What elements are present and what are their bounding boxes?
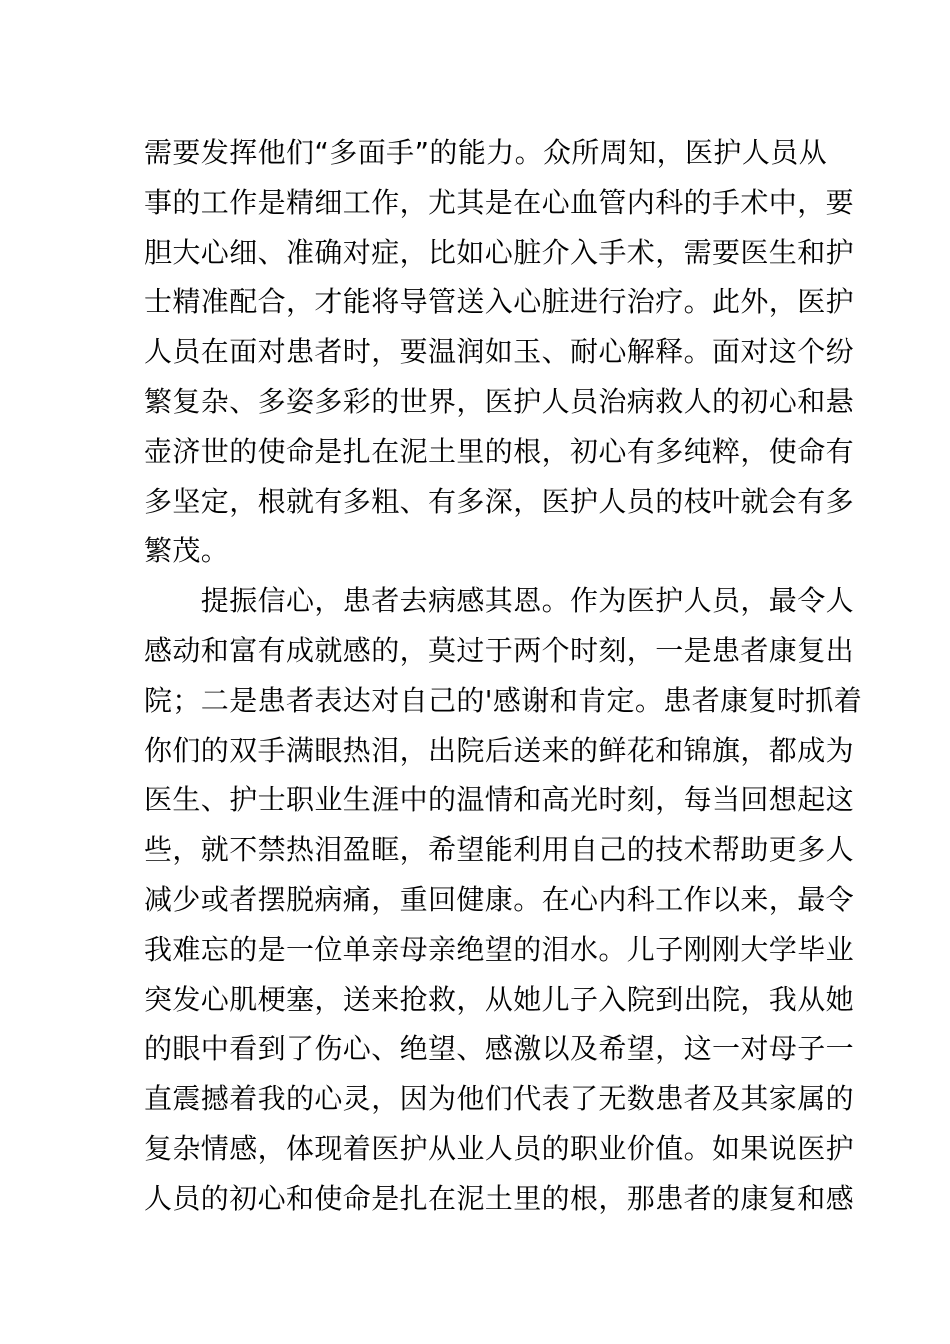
text-line: 突发心肌梗塞，送来抢救，从她儿子入院到出院，我从她	[144, 982, 855, 1016]
text-line: 减少或者摆脱病痛，重回健康。在心内科工作以来，最令	[144, 882, 855, 916]
text-line: 你们的双手满眼热泪，出院后送来的鲜花和锦旗，都成为	[144, 733, 855, 767]
text-line: 壶济世的使命是扎在泥土里的根，初心有多纯粹，使命有	[144, 434, 855, 468]
text-line: 人员在面对患者时，要温润如玉、耐心解释。面对这个纷	[144, 335, 855, 369]
text-line: 直震撼着我的心灵，因为他们代表了无数患者及其家属的	[144, 1082, 855, 1116]
body-text	[144, 128, 863, 1224]
text-line: 士精准配合，才能将导管送入心脏进行治疗。此外，医护	[144, 285, 855, 319]
text-line: 繁复杂、多姿多彩的世界，医护人员治病救人的初心和悬	[144, 384, 855, 418]
text-line: 院；二是患者表达对自己的'感谢和肯定。患者康复时抓着	[144, 683, 863, 717]
text-line: 医生、护士职业生涯中的温情和高光时刻，每当回想起这	[144, 783, 855, 817]
text-line: 我难忘的是一位单亲母亲绝望的泪水。儿子刚刚大学毕业	[144, 932, 855, 966]
text-line: 人员的初心和使命是扎在泥土里的根，那患者的康复和感	[144, 1181, 855, 1215]
text-line: 复杂情感，体现着医护从业人员的职业价值。如果说医护	[144, 1131, 855, 1165]
text-line: 胆大心细、准确对症，比如心脏介入手术，需要医生和护	[144, 235, 855, 269]
text-line: 感动和富有成就感的，莫过于两个时刻，一是患者康复出	[144, 633, 855, 667]
text-line: 提振信心，患者去病感其恩。作为医护人员，最令人	[144, 584, 855, 618]
text-line: 需要发挥他们“多面手”的能力。众所周知，医护人员从	[144, 136, 828, 169]
text-line: 事的工作是精细工作，尤其是在心血管内科的手术中，要	[144, 185, 855, 219]
text-line: 的眼中看到了伤心、绝望、感激以及希望，这一对母子一	[144, 1032, 855, 1066]
text-line: 多坚定，根就有多粗、有多深，医护人员的枝叶就会有多	[144, 484, 855, 518]
text-line: 繁茂。	[144, 534, 230, 568]
text-line: 些，就不禁热泪盈眶，希望能利用自己的技术帮助更多人	[144, 833, 855, 867]
